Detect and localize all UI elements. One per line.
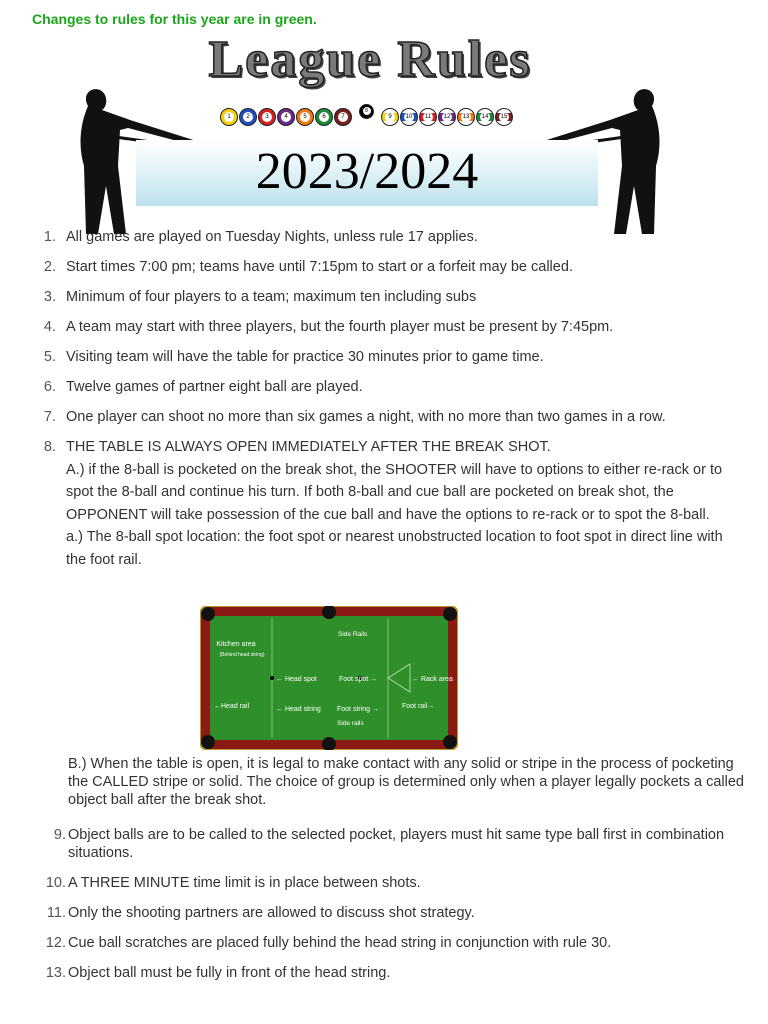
- pool-table-diagram: [200, 606, 458, 750]
- kitchen-area-label: Kitchen area: [216, 641, 256, 648]
- rule-item: 3. Minimum of four players to a team; maximum ten including subs: [43, 289, 477, 305]
- pool-balls-row: [220, 106, 513, 128]
- rule-item: 10. A THREE MINUTE time limit is in place between shots.: [45, 875, 421, 891]
- head-spot-label: ← Head spot: [276, 676, 317, 683]
- rack-area-label: ← Rack area: [412, 676, 453, 683]
- ball-icon: 4: [277, 108, 295, 126]
- ball-icon: 10: [400, 108, 418, 126]
- rule-item: 5. Visiting team will have the table for practice 30 minutes prior to game time.: [43, 349, 544, 365]
- rule-item: 13. Object ball must be fully in front of the head string.: [45, 965, 391, 981]
- rules-list: [30, 226, 742, 579]
- rule-8-section-b: B.) When the table is open, it is legal to make contact with any solid or stripe in the process of pocketing the CALLED stripe or solid. The choice of group is determined only when a player legally pockets a called object ball after the break shot.: [68, 756, 744, 808]
- rule-item: 6. Twelve games of partner eight ball are played.: [43, 379, 363, 395]
- foot-spot-label: Foot spot →: [339, 676, 378, 683]
- ball-icon: 2: [239, 108, 257, 126]
- season-year-box: [136, 140, 598, 206]
- rule-item: 8. THE TABLE IS ALWAYS OPEN IMMEDIATELY AFTER THE BREAK SHOT. A.) if the 8-ball is pocketed on the break shot, the SHOOTER will have to options to either re-rack or to spot the 8-ball and continue his turn. If both 8-ball and cue ball are pocketed on break shot, the OPPONENT will take possession of the cue ball and have the options to re-rack or to spot the 8-ball. a.) The 8-ball spot location: the foot spot or nearest unobstructed location to foot spot in direct line with the foot rail.: [30, 436, 742, 571]
- league-rules-title: League Rules: [208, 31, 532, 88]
- ball-icon: 14: [476, 108, 494, 126]
- ball-icon: 7: [334, 108, 352, 126]
- ball-icon: 12: [438, 108, 456, 126]
- behind-head-string-label: (Behind head string): [219, 652, 265, 658]
- rule-item: 7. One player can shoot no more than six games a night, with no more than two games in a row.: [43, 409, 666, 425]
- side-rails-top-label: Side Rails: [338, 631, 368, 638]
- rule-item: 4. A team may start with three players, but the fourth player must be present by 7:45pm.: [43, 319, 614, 335]
- ball-icon: 9: [381, 108, 399, 126]
- foot-string-label: Foot string →: [337, 706, 380, 713]
- rule-item: 11. Only the shooting partners are allowed to discuss shot strategy.: [46, 905, 475, 921]
- rule-item: 2. Start times 7:00 pm; teams have until 7:15pm to start or a forfeit may be called.: [43, 259, 573, 275]
- ball-icon: 1: [220, 108, 238, 126]
- rules-list-continued: [30, 826, 742, 994]
- rule-8-sub-a2: a.) The 8-ball spot location: the foot spot or nearest unobstructed location to foot spot in direct line with the foot rail.: [66, 529, 723, 568]
- rule-8-sub-a: A.) if the 8-ball is pocketed on the break shot, the SHOOTER will have to options to either re-rack or to spot the 8-ball and continue his turn. If both 8-ball and cue ball are pocketed on break shot, the OPPONENT will take possession of the cue ball and have the options to re-rack or to spot the 8-ball.: [66, 461, 723, 523]
- head-string-label: ← Head string: [276, 706, 321, 713]
- ball-icon: 5: [296, 108, 314, 126]
- ball-icon: 11: [419, 108, 437, 126]
- ball-icon: 15: [495, 108, 513, 126]
- ball-icon: 13: [457, 108, 475, 126]
- eight-ball-icon: 8: [359, 104, 374, 119]
- league-rules-banner: [68, 30, 672, 210]
- rule-item: 1. All games are played on Tuesday Nights, unless rule 17 applies.: [43, 229, 478, 245]
- foot-rail-label: Foot rail→: [402, 703, 435, 710]
- season-year: 2023/2024: [255, 143, 479, 200]
- changes-notice: Changes to rules for this year are in green.: [32, 11, 317, 27]
- rule-item: 12. Cue ball scratches are placed fully behind the head string in conjunction with rule 30.: [45, 935, 612, 951]
- side-rails-bottom-label: Side rails: [337, 720, 364, 727]
- head-rail-label: ←Head rail: [214, 703, 250, 710]
- rule-item: 9. Object balls are to be called to the selected pocket, players must hit same type ball first in combination situations.: [53, 827, 725, 861]
- ball-icon: 3: [258, 108, 276, 126]
- ball-icon: 6: [315, 108, 333, 126]
